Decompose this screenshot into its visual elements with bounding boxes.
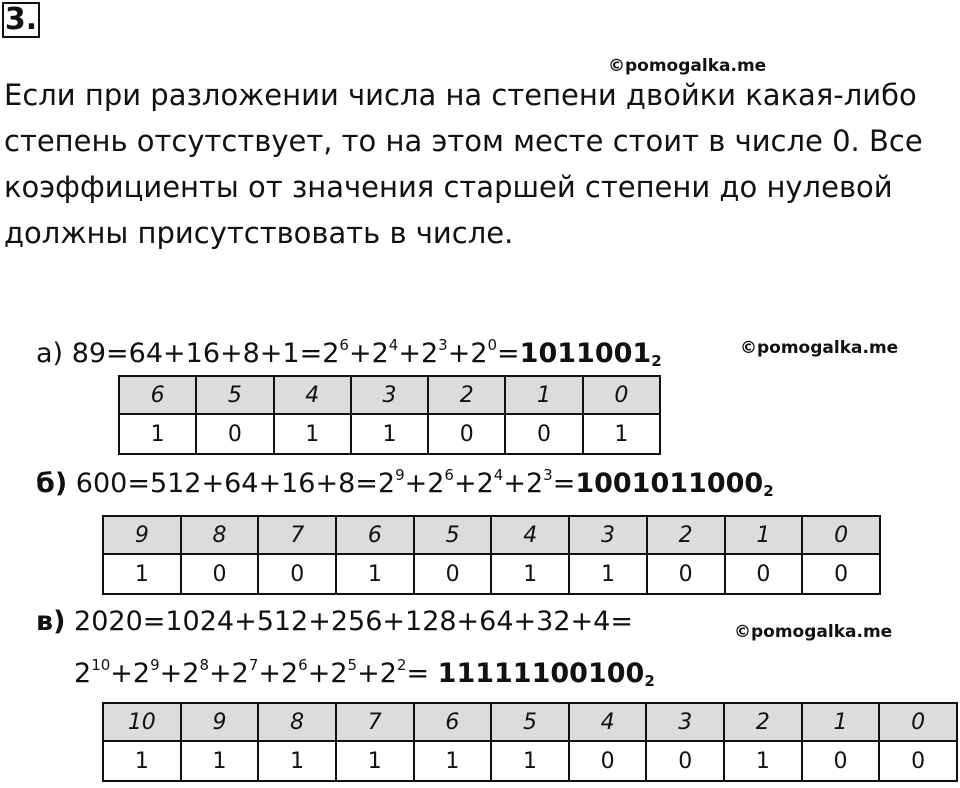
power-exponent: 7 [248, 656, 259, 674]
operator: + [258, 658, 281, 689]
power-exponent: 4 [388, 336, 399, 354]
bit-value-cell: 1 [336, 554, 414, 594]
bit-value-cell: 1 [119, 414, 196, 454]
bit-value-cell: 0 [647, 554, 725, 594]
operator: + [209, 658, 232, 689]
power-exponent: 6 [444, 466, 454, 484]
power-exponent: 6 [339, 336, 349, 354]
bit-position-cell: 0 [802, 516, 880, 554]
bit-value-cell: 1 [258, 741, 336, 781]
part-v-result: 11111100100 [437, 658, 645, 689]
part-b-result: 1001011000 [575, 468, 764, 499]
bit-value-cell: 0 [802, 741, 880, 781]
table-header-row [119, 376, 660, 414]
bit-value-cell: 0 [414, 554, 492, 594]
table-header-row [103, 516, 880, 554]
part-b-equation [36, 468, 774, 500]
part-a-label: а) [36, 338, 64, 369]
bit-position-cell: 2 [647, 516, 725, 554]
bit-value-cell: 1 [491, 554, 569, 594]
power-base: 2 [470, 338, 488, 369]
power-base: 2 [74, 658, 92, 689]
part-b-sum: 600=512+64+16+8= [75, 468, 378, 499]
bit-value-cell: 0 [258, 554, 336, 594]
part-b-radix: 2 [763, 482, 774, 500]
power-exponent: 8 [199, 656, 209, 674]
part-a-sum: 89=64+16+8+1= [71, 338, 323, 369]
part-b-powers [378, 468, 575, 499]
operator: + [357, 658, 380, 689]
bit-value-cell: 1 [351, 414, 428, 454]
bit-value-cell: 0 [196, 414, 273, 454]
part-v-radix: 2 [644, 672, 655, 690]
bit-value-cell: 1 [414, 741, 492, 781]
bit-value-cell: 0 [802, 554, 880, 594]
part-a-powers [322, 338, 519, 369]
part-v-equation [36, 606, 633, 638]
power-exponent: 3 [438, 336, 448, 354]
part-b-label: б) [36, 468, 68, 499]
bit-value-cell: 1 [181, 741, 259, 781]
bit-position-cell: 5 [491, 703, 569, 741]
bit-position-cell: 2 [428, 376, 505, 414]
bit-position-cell: 1 [725, 516, 803, 554]
bit-position-cell: 1 [802, 703, 880, 741]
bit-value-cell: 1 [103, 554, 181, 594]
bit-value-cell: 1 [103, 741, 181, 781]
bit-position-cell: 4 [569, 703, 647, 741]
bit-position-cell: 2 [724, 703, 802, 741]
bit-position-cell: 3 [646, 703, 724, 741]
bit-value-cell: 0 [505, 414, 582, 454]
bit-position-cell: 4 [491, 516, 569, 554]
power-exponent: 9 [395, 466, 405, 484]
power-base: 2 [182, 658, 200, 689]
table-value-row [119, 414, 660, 454]
bit-position-cell: 8 [181, 516, 259, 554]
power-exponent: 0 [487, 336, 498, 354]
power-base: 2 [132, 658, 151, 689]
bit-position-cell: 0 [879, 703, 957, 741]
part-b-table [102, 515, 881, 595]
power-exponent: 2 [396, 656, 407, 674]
part-v-equation-line2 [74, 658, 655, 690]
power-exponent: 6 [298, 656, 308, 674]
operator: = [406, 658, 438, 689]
table-header-row [103, 703, 957, 741]
bit-value-cell: 0 [181, 554, 259, 594]
part-v-label: в) [36, 606, 66, 637]
bit-position-cell: 5 [414, 516, 492, 554]
bit-value-cell: 1 [491, 741, 569, 781]
bit-position-cell: 9 [103, 516, 181, 554]
power-base: 2 [476, 468, 494, 499]
operator: + [398, 338, 421, 369]
operator: + [453, 468, 477, 499]
power-base: 2 [427, 468, 445, 499]
power-base: 2 [420, 338, 439, 369]
task-number: 3. [2, 2, 40, 38]
operator: + [348, 338, 372, 369]
bit-position-cell: 4 [274, 376, 351, 414]
power-base: 2 [525, 468, 544, 499]
bit-position-cell: 9 [181, 703, 259, 741]
watermark: ©pomogalka.me [608, 56, 767, 76]
bit-value-cell: 0 [725, 554, 803, 594]
bit-value-cell: 0 [646, 741, 724, 781]
bit-position-cell: 8 [258, 703, 336, 741]
power-base: 2 [322, 338, 340, 369]
bit-position-cell: 6 [414, 703, 492, 741]
bit-value-cell: 1 [336, 741, 414, 781]
part-a-equation [36, 338, 662, 370]
power-base: 2 [330, 658, 348, 689]
bit-position-cell: 5 [196, 376, 273, 414]
power-base: 2 [371, 338, 389, 369]
bit-value-cell: 1 [274, 414, 351, 454]
table-value-row [103, 554, 880, 594]
power-exponent: 3 [543, 466, 553, 484]
operator: + [447, 338, 471, 369]
operator: + [503, 468, 526, 499]
part-a-radix: 2 [651, 352, 662, 370]
part-v-powers [74, 658, 438, 689]
power-base: 2 [379, 658, 397, 689]
operator: = [552, 468, 576, 499]
bit-value-cell: 0 [569, 741, 647, 781]
watermark: ©pomogalka.me [740, 338, 899, 358]
bit-position-cell: 10 [103, 703, 181, 741]
bit-position-cell: 7 [258, 516, 336, 554]
bit-value-cell: 0 [879, 741, 957, 781]
table-value-row [103, 741, 957, 781]
bit-position-cell: 6 [119, 376, 196, 414]
watermark: ©pomogalka.me [734, 622, 893, 642]
bit-position-cell: 3 [569, 516, 647, 554]
part-a-table [118, 375, 661, 455]
operator: + [159, 658, 183, 689]
bit-position-cell: 6 [336, 516, 414, 554]
bit-position-cell: 1 [505, 376, 582, 414]
power-exponent: 10 [91, 656, 111, 674]
power-exponent: 9 [150, 656, 160, 674]
intro-paragraph: Если при разложении числа на степени двойки какая-либо степень отсутствует, то на этом месте стоит в числе 0. Все коэффициенты от значения старшей степени до нулевой должны присутствовать в числе. [4, 78, 923, 250]
power-base: 2 [280, 658, 299, 689]
operator: + [110, 658, 133, 689]
part-v-table [102, 702, 958, 782]
power-exponent: 5 [347, 656, 358, 674]
part-a-result: 1011001 [519, 338, 652, 369]
bit-position-cell: 3 [351, 376, 428, 414]
operator: = [497, 338, 520, 369]
bit-position-cell: 0 [583, 376, 660, 414]
part-v-sum: 2020=1024+512+256+128+64+32+4= [74, 606, 633, 637]
power-base: 2 [231, 658, 249, 689]
operator: + [307, 658, 331, 689]
operator: + [404, 468, 428, 499]
bit-value-cell: 0 [428, 414, 505, 454]
bit-value-cell: 1 [569, 554, 647, 594]
bit-position-cell: 7 [336, 703, 414, 741]
bit-value-cell: 1 [583, 414, 660, 454]
power-exponent: 4 [493, 466, 504, 484]
power-base: 2 [377, 468, 396, 499]
bit-value-cell: 1 [724, 741, 802, 781]
